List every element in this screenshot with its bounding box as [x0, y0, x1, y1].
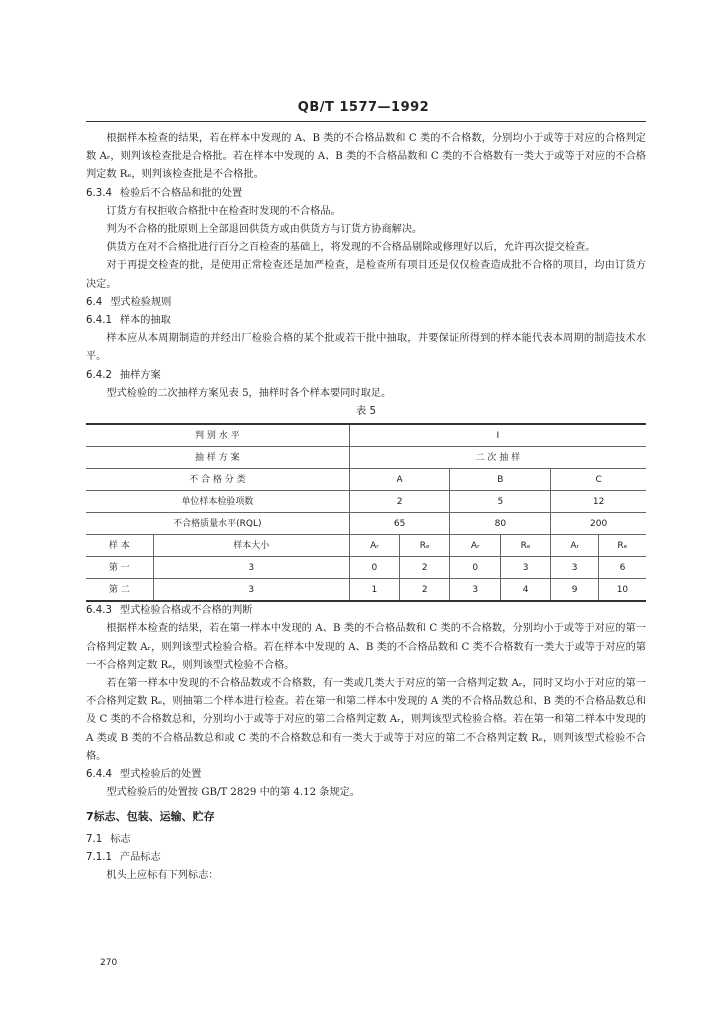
sampling-table — [86, 423, 646, 602]
section-title: 型式检验后的处置 — [119, 769, 202, 781]
section-title: 型式检验合格或不合格的判断 — [119, 605, 253, 617]
section-heading-6-4-2 — [86, 367, 646, 385]
paragraph: 型式检验的二次抽样方案见表 5，抽样时各个样本要同时取足。 — [106, 387, 392, 399]
section-heading-7-1-1 — [86, 849, 646, 867]
paragraph: 对于再提交检查的批，是使用正常检查还是加严检查，是检查所有项目还是仅仅检查造成批不合格的项目，均由订货方决定。 — [86, 260, 646, 290]
paragraph: 根据样本检查的结果，若在第一样本中发现的 A、B 类的不合格品数和 C 类的不合格数，分别均小于或等于对应的第一合格判定数 Aᵣ，则判该型式检验合格。若在样本中发现的 A、B 类的不合格品数和 C 类不合格数有一类大于或等于对应的第一不合格判定数 Rₑ，则判该型式检验不合格。 — [86, 623, 646, 671]
section-number: 6.4.4 — [86, 769, 112, 781]
table-cell: Rₑ — [500, 535, 550, 557]
table-cell: 10 — [598, 579, 646, 602]
paragraph: 供货方在对不合格批进行百分之百检查的基础上，将发现的不合格品剔除或修理好以后，允许再次提交检查。 — [106, 242, 596, 254]
header-rule — [86, 121, 646, 122]
table-cell: Rₑ — [400, 535, 450, 557]
section-heading-6-4 — [86, 294, 646, 312]
section-heading-7-1 — [86, 831, 646, 849]
table-cell: 第 二 — [86, 579, 153, 602]
table-cell: 4 — [500, 579, 550, 602]
section-heading-6-4-1 — [86, 312, 646, 330]
section-title: 标志 — [110, 833, 131, 845]
table-row — [86, 557, 646, 579]
paragraph: 样本应从本周期制造的并经出厂检验合格的某个批或若干批中抽取，并要保证所得到的样本能代表本周期的制造技术水平。 — [86, 333, 646, 363]
section-title: 样本的抽取 — [119, 315, 171, 327]
table-cell: 2 — [349, 491, 450, 513]
table-cell: 200 — [551, 513, 646, 535]
section-heading-6-4-4 — [86, 766, 646, 784]
table-row — [86, 424, 646, 447]
table-cell: 3 — [153, 579, 349, 602]
table-cell: 二 次 抽 样 — [349, 447, 646, 469]
table-cell: 样 本 — [86, 535, 153, 557]
table-cell: 80 — [450, 513, 551, 535]
section-title: 产品标志 — [119, 851, 161, 863]
section-number: 6.3.4 — [86, 187, 112, 199]
paragraph: 订货方有权拒收合格批中在检查时发现的不合格品。 — [106, 205, 341, 217]
page-content — [86, 130, 646, 885]
table-cell: Aᵣ — [349, 535, 399, 557]
table-cell: B — [450, 469, 551, 491]
section-heading-6-3-4 — [86, 185, 646, 203]
table-row — [86, 491, 646, 513]
section-title: 型式检验规则 — [110, 296, 172, 308]
paragraph: 机头上应标有下列标志： — [106, 870, 219, 882]
table-cell: A — [349, 469, 450, 491]
section-heading-6-4-3 — [86, 602, 646, 620]
table-row — [86, 469, 646, 491]
table-cell: 3 — [450, 579, 500, 602]
table-caption: 表 5 — [356, 406, 376, 418]
table-cell: Rₑ — [598, 535, 646, 557]
table-cell: 5 — [450, 491, 551, 513]
table-cell: Aᵣ — [551, 535, 599, 557]
table-cell: 3 — [500, 557, 550, 579]
section-number: 6.4 — [86, 296, 103, 308]
table-cell: 不合格质量水平(RQL) — [86, 513, 349, 535]
paragraph: 若在第一样本中发现的不合格品数或不合格数，有一类或几类大于对应的第一合格判定数 Aᵣ，同时又均小于对应的第一不合格判定数 Rₑ，则抽第二个样本进行检查。若在第一和第二样本中发现的 A 类的不合格品数总和、B 类的不合格品数总和及 C 类的不合格数总和，分别均小于或等于对应的第二合格判定数 Aᵣ，则判该型式检验合格。若在第一和第二样本中发现的 A 类或 B 类的不合格品数总和或 C 类的不合格数总和有一类大于或等于对应的第二不合格判定数 Rₑ，则判该型式检验不合格。 — [86, 678, 646, 762]
table-row — [86, 535, 646, 557]
table-cell: 6 — [598, 557, 646, 579]
table-row — [86, 447, 646, 469]
section-number: 7.1 — [86, 833, 103, 845]
table-cell: 2 — [400, 579, 450, 602]
section-number: 6.4.1 — [86, 315, 112, 327]
paragraph: 型式检验后的处置按 GB/T 2829 中的第 4.12 条规定。 — [106, 787, 361, 799]
table-row — [86, 513, 646, 535]
section-title: 检验后不合格品和批的处置 — [119, 187, 243, 199]
table-cell: 抽 样 方 案 — [86, 447, 349, 469]
paragraph: 根据样本检查的结果，若在样本中发现的 A、B 类的不合格品数和 C 类的不合格数，分别均小于或等于对应的合格判定数 Aᵣ，则判该检查批是合格批。若在样本中发现的 A、B 类的不合格品数和 C 类的不合格数有一类大于或等于对应的不合格判定数 Rₑ，则判该检查批是不合格批。 — [86, 133, 646, 181]
paragraph: 判为不合格的批原则上全部退回供货方或由供货方与订货方协商解决。 — [106, 224, 423, 236]
table-cell: 3 — [153, 557, 349, 579]
section-heading-7 — [86, 808, 646, 826]
table-cell: 0 — [349, 557, 399, 579]
section-title: 抽样方案 — [119, 369, 161, 381]
table-cell: 9 — [551, 579, 599, 602]
page-header: QB/T 1577—1992 — [297, 100, 430, 115]
table-cell: 65 — [349, 513, 450, 535]
table-cell: 3 — [551, 557, 599, 579]
table-cell: Aᵣ — [450, 535, 500, 557]
page-number: 270 — [100, 958, 118, 968]
table-cell: 第 一 — [86, 557, 153, 579]
table-cell: 12 — [551, 491, 646, 513]
section-number: 6.4.2 — [86, 369, 112, 381]
table-cell: 单位样本检验项数 — [86, 491, 349, 513]
table-cell: 判 别 水 平 — [86, 424, 349, 447]
table-row — [86, 579, 646, 602]
section-number: 7 — [86, 810, 94, 824]
table-cell: I — [349, 424, 646, 447]
table-cell: 不 合 格 分 类 — [86, 469, 349, 491]
section-title: 标志、包装、运输、贮存 — [93, 810, 215, 824]
table-cell: 2 — [400, 557, 450, 579]
table-cell: C — [551, 469, 646, 491]
table-cell: 样本大小 — [153, 535, 349, 557]
table-cell: 1 — [349, 579, 399, 602]
table-cell: 0 — [450, 557, 500, 579]
section-number: 7.1.1 — [86, 851, 112, 863]
section-number: 6.4.3 — [86, 605, 112, 617]
